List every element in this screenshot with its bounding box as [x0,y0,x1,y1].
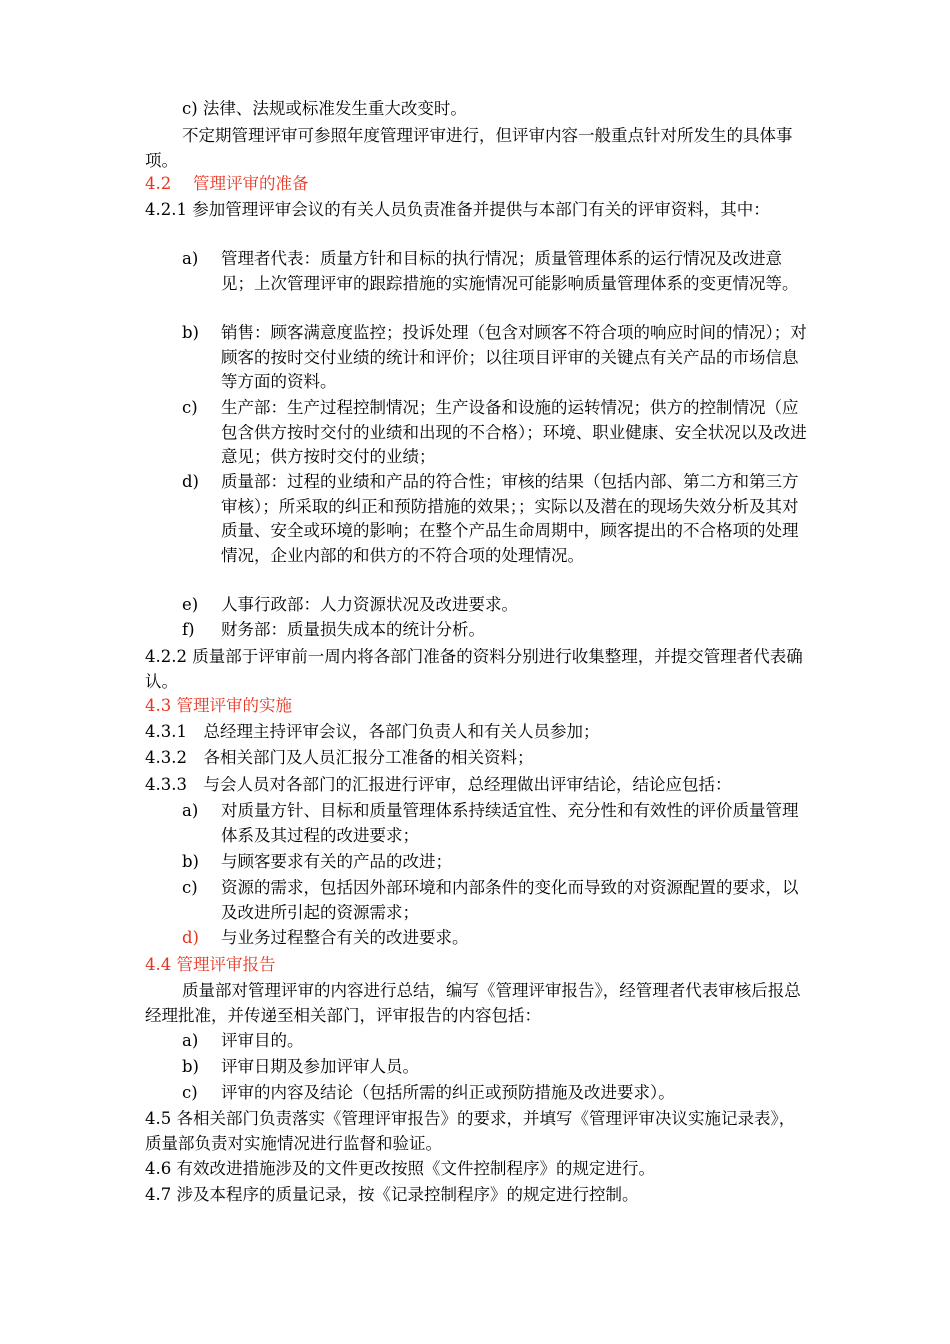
item-label: b) [182,1057,199,1076]
item-label: f) [182,620,195,639]
item-text: 评审目的。 [221,1031,304,1050]
paragraph-4-2-1: 4.2.1 参加管理评审会议的有关人员负责准备并提供与本部门有关的评审资料，其中： [145,200,770,219]
item-label: c) [182,878,198,897]
item-text: 评审的内容及结论（包括所需的纠正或预防措施及改进要求）。 [221,1083,675,1102]
item-label: a) [182,249,199,268]
item-text: 财务部：质量损失成本的统计分析。 [221,620,485,639]
paragraph-4-6: 4.6 有效改进措施涉及的文件更改按照《文件控制程序》的规定进行。 [145,1159,655,1178]
paragraph-4-3-2: 4.3.2 各相关部门及人员汇报分工准备的相关资料； [145,748,534,767]
heading-4-3: 4.3 管理评审的实施 [145,696,292,715]
item-label: d) [182,472,199,491]
item-text: 对质量方针、目标和质量管理体系持续适宜性、充分性和有效性的评价质量管理体系及其过程的改进要求； [221,801,799,845]
paragraph-4-2-2: 4.2.2 质量部于评审前一周内将各部门准备的资料分别进行收集整理，并提交管理者代表确认。 [145,647,803,691]
heading-4-4: 4.4 管理评审报告 [145,955,276,974]
item-label: b) [182,852,199,871]
paragraph-4-5: 4.5 各相关部门负责落实《管理评审报告》的要求，并填写《管理评审决议实施记录表》，质量部负责对实施情况进行监督和验证。 [145,1109,796,1153]
item-label: a) [182,801,199,820]
paragraph-4-3-3: 4.3.3 与会人员对各部门的汇报进行评审，总经理做出评审结论，结论应包括： [145,775,732,794]
irregular-review-paragraph: 不定期管理评审可参照年度管理评审进行，但评审内容一般重点针对所发生的具体事项。 [145,126,793,170]
item-label: c) [182,1083,198,1102]
item-label: e) [182,595,199,614]
item-label: c) [182,398,198,417]
paragraph-4-7: 4.7 涉及本程序的质量记录，按《记录控制程序》的规定进行控制。 [145,1185,639,1204]
item-label: d) [182,928,199,947]
item-text: 与顾客要求有关的产品的改进； [221,852,452,871]
item-text: 质量部：过程的业绩和产品的符合性；审核的结果（包括内部、第二方和第三方审核）；所采取的纠正和预防措施的效果；；实际以及潜在的现场失效分析及其对质量、安全或环境的影响；在整个产品生命周期中，顾客提出的不合格项的处理情况，企业内部的和供方的不符合项的处理情况。 [221,472,799,565]
paragraph-4-4: 质量部对管理评审的内容进行总结，编写《管理评审报告》，经管理者代表审核后报总经理批准，并传递至相关部门，评审报告的内容包括： [145,981,801,1025]
paragraph-4-3-1: 4.3.1 总经理主持评审会议，各部门负责人和有关人员参加； [145,722,600,741]
heading-4-2: 4.2 管理评审的准备 [145,174,309,193]
item-text: 生产部：生产过程控制情况；生产设备和设施的运转情况；供方的控制情况（应包含供方按时交付的业绩和出现的不合格）；环境、职业健康、安全状况以及改进意见；供方按时交付的业绩； [221,398,807,466]
item-label: b) [182,323,199,342]
item-text: 与业务过程整合有关的改进要求。 [221,928,469,947]
clause-c-law-change: c) 法律、法规或标准发生重大改变时。 [182,99,467,118]
item-text: 资源的需求，包括因外部环境和内部条件的变化而导致的对资源配置的要求，以及改进所引起的资源需求； [221,878,799,922]
item-text: 人事行政部：人力资源状况及改进要求。 [221,595,518,614]
item-text: 销售：顾客满意度监控；投诉处理（包含对顾客不符合项的响应时间的情况）；对顾客的按时交付业绩的统计和评价；以往项目评审的关键点有关产品的市场信息等方面的资料。 [221,323,807,391]
item-label: a) [182,1031,199,1050]
item-text: 管理者代表：质量方针和目标的执行情况；质量管理体系的运行情况及改进意见；上次管理评审的跟踪措施的实施情况可能影响质量管理体系的变更情况等。 [221,249,799,293]
item-text: 评审日期及参加评审人员。 [221,1057,419,1076]
